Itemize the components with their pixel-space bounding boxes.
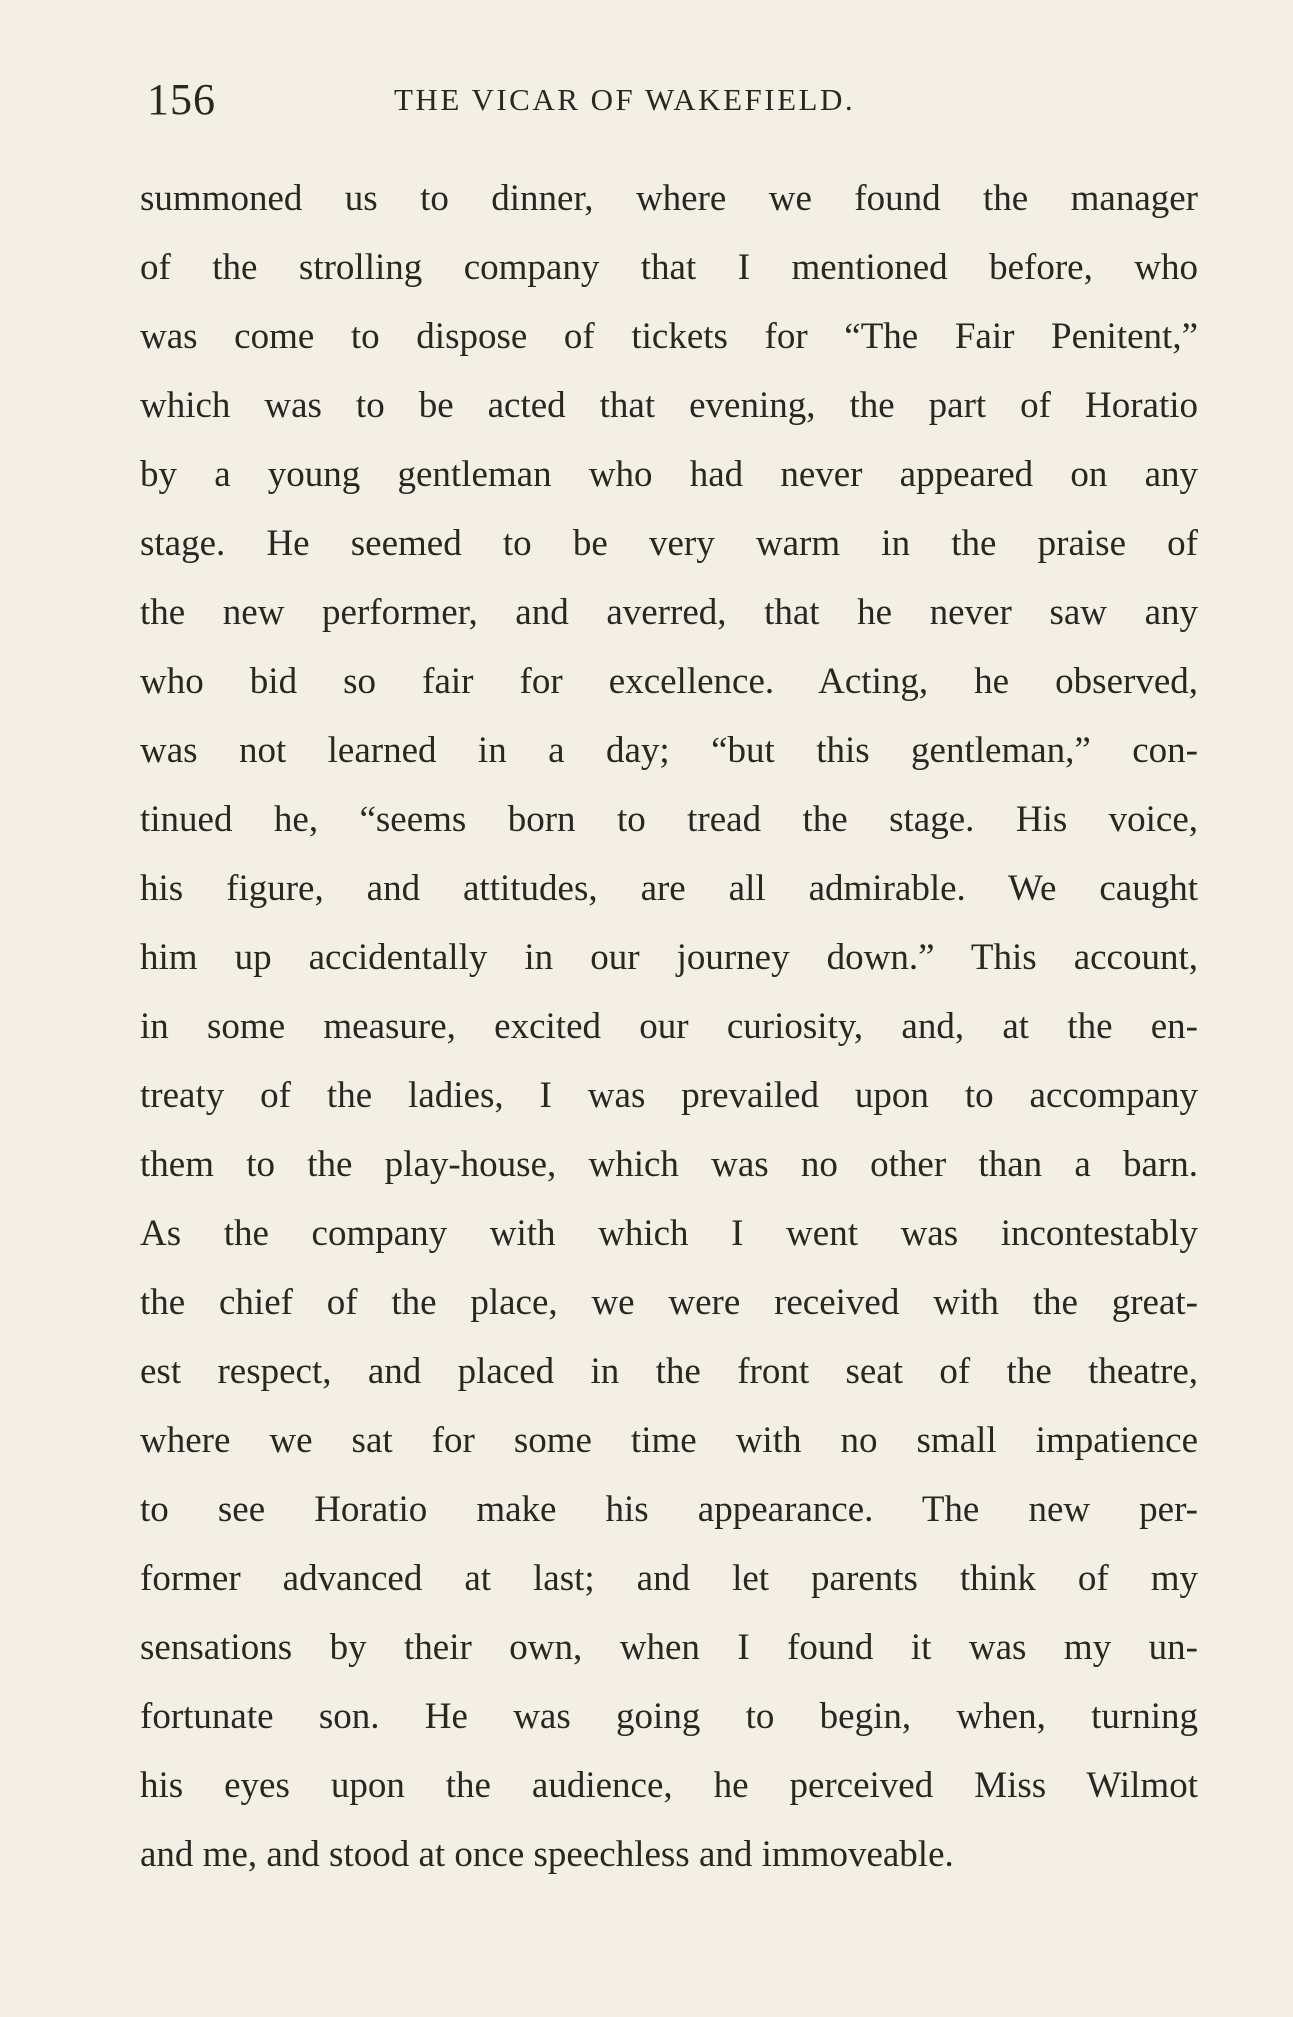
text-line: stage. He seemed to be very warm in the praise of (140, 523, 1198, 564)
text-line: which was to be acted that evening, the part of Horatio (140, 385, 1198, 426)
page-number: 156 (147, 75, 216, 124)
text-line: where we sat for some time with no small impatience (140, 1420, 1198, 1461)
text-line: his figure, and attitudes, are all admirable. We caught (140, 868, 1198, 909)
text-line: his eyes upon the audience, he perceived Miss Wilmot (140, 1765, 1198, 1806)
text-line: As the company with which I went was incontestably (140, 1213, 1198, 1254)
text-line: tinued he, “seems born to tread the stage. His voice, (140, 799, 1198, 840)
text-line: of the strolling company that I mentioned before, who (140, 247, 1198, 288)
running-head (147, 70, 1193, 130)
text-line: fortunate son. He was going to begin, when, turning (140, 1696, 1198, 1737)
text-line: who bid so fair for excellence. Acting, he observed, (140, 661, 1198, 702)
text-line: treaty of the ladies, I was prevailed upon to accompany (140, 1075, 1198, 1116)
text-line: was not learned in a day; “but this gentleman,” con- (140, 730, 1198, 771)
book-title: THE VICAR OF WAKEFIELD. (394, 82, 856, 117)
text-line: former advanced at last; and let parents think of my (140, 1558, 1198, 1599)
text-line: est respect, and placed in the front seat of the theatre, (140, 1351, 1198, 1392)
text-line: by a young gentleman who had never appeared on any (140, 454, 1198, 495)
body-text (140, 164, 1198, 1889)
text-line: him up accidentally in our journey down.” This account, (140, 937, 1198, 978)
text-line: summoned us to dinner, where we found the manager (140, 178, 1198, 219)
text-line: the chief of the place, we were received with the great- (140, 1282, 1198, 1323)
text-line: was come to dispose of tickets for “The Fair Penitent,” (140, 316, 1198, 357)
text-line: in some measure, excited our curiosity, and, at the en- (140, 1006, 1198, 1047)
text-line: them to the play-house, which was no other than a barn. (140, 1144, 1198, 1185)
text-line: to see Horatio make his appearance. The new per- (140, 1489, 1198, 1530)
text-line: sensations by their own, when I found it was my un- (140, 1627, 1198, 1668)
text-line: the new performer, and averred, that he never saw any (140, 592, 1198, 633)
text-line: and me, and stood at once speechless and immoveable. (140, 1834, 954, 1875)
